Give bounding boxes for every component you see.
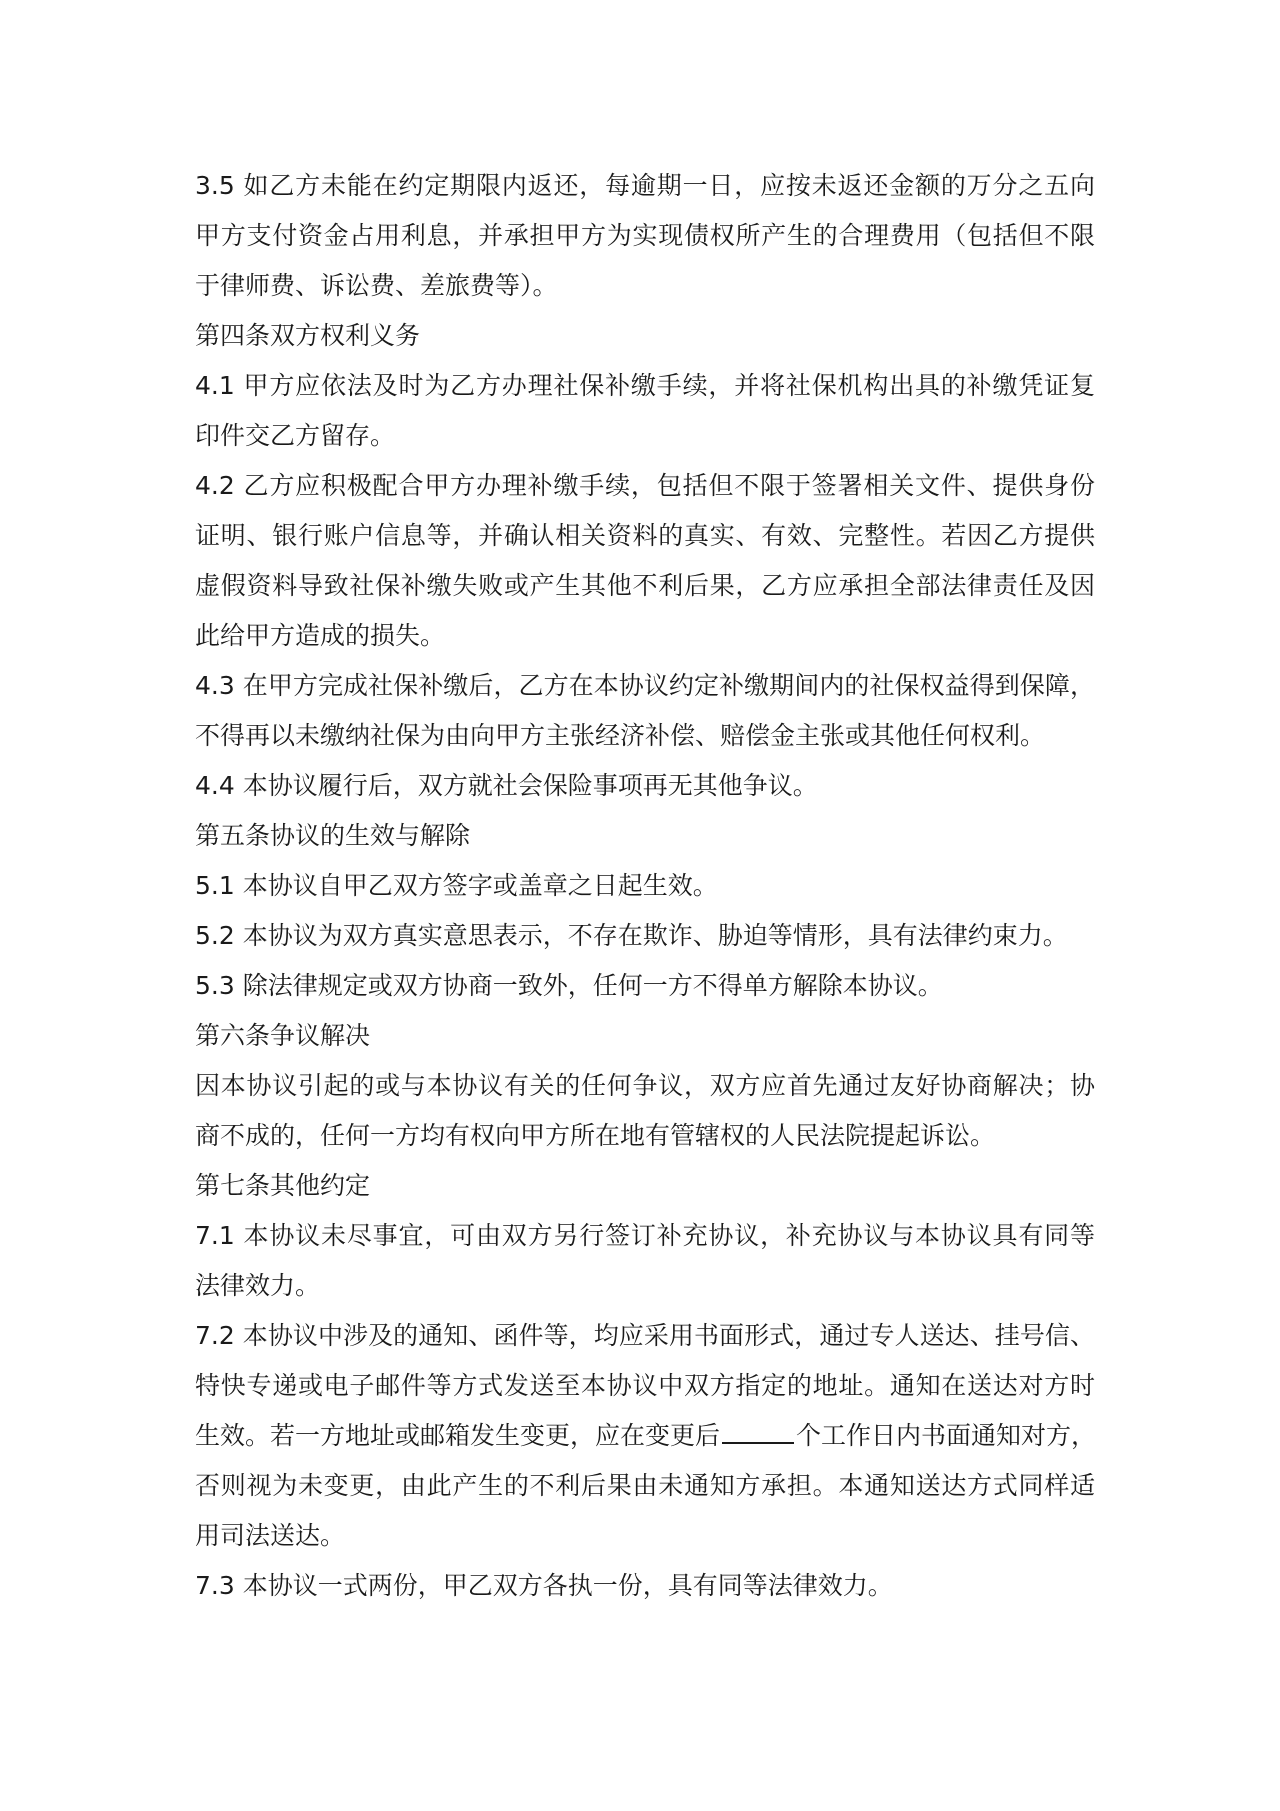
- section-heading: 第五条协议的生效与解除: [195, 821, 471, 850]
- text-line: 虚假资料导致社保补缴失败或产生其他不利后果，乙方应承担全部法律责任及因: [195, 571, 1095, 600]
- text-line: 4.1 甲方应依法及时为乙方办理社保补缴手续，并将社保机构出具的补缴凭证复: [195, 371, 1095, 400]
- text-line: 用司法送达。: [195, 1521, 346, 1550]
- text-line: 甲方支付资金占用利息，并承担甲方为实现债权所产生的合理费用（包括但不限: [195, 221, 1095, 250]
- section-heading: 第四条双方权利义务: [195, 321, 421, 350]
- text-line: 4.3 在甲方完成社保补缴后，乙方在本协议约定补缴期间内的社保权益得到保障，: [195, 671, 1095, 700]
- text-line: 因本协议引起的或与本协议有关的任何争议，双方应首先通过友好协商解决；协: [195, 1071, 1095, 1100]
- text-line: 此给甲方造成的损失。: [195, 621, 446, 650]
- text-line: 5.2 本协议为双方真实意思表示，不存在欺诈、胁迫等情形，具有法律约束力。: [195, 921, 1068, 950]
- fill-in-blank: [722, 1412, 794, 1444]
- text-line: 否则视为未变更，由此产生的不利后果由未通知方承担。本通知送达方式同样适: [195, 1471, 1095, 1500]
- text-line: 4.4 本协议履行后，双方就社会保险事项再无其他争议。: [195, 771, 818, 800]
- text-line: 7.1 本协议未尽事宜，可由双方另行签订补充协议，补充协议与本协议具有同等: [195, 1221, 1095, 1250]
- text-line: 7.2 本协议中涉及的通知、函件等，均应采用书面形式，通过专人送达、挂号信、: [195, 1321, 1095, 1350]
- text-line: 法律效力。: [195, 1271, 321, 1300]
- text-line: 商不成的，任何一方均有权向甲方所在地有管辖权的人民法院提起诉讼。: [195, 1121, 996, 1150]
- text-segment: 生效。若一方地址或邮箱发生变更，应在变更后: [195, 1421, 721, 1450]
- text-line: 4.2 乙方应积极配合甲方办理补缴手续，包括但不限于签署相关文件、提供身份: [195, 471, 1095, 500]
- text-line: 5.3 除法律规定或双方协商一致外，任何一方不得单方解除本协议。: [195, 971, 943, 1000]
- text-line: 不得再以未缴纳社保为由向甲方主张经济补偿、赔偿金主张或其他任何权利。: [195, 721, 1046, 750]
- text-line: 印件交乙方留存。: [195, 421, 396, 450]
- text-line: 于律师费、诉讼费、差旅费等）。: [195, 271, 558, 300]
- text-line: 7.3 本协议一式两份，甲乙双方各执一份，具有同等法律效力。: [195, 1571, 893, 1600]
- section-heading: 第七条其他约定: [195, 1171, 371, 1200]
- section-heading: 第六条争议解决: [195, 1021, 371, 1050]
- text-segment: 个工作日内书面通知对方，: [796, 1421, 1097, 1450]
- text-line: 3.5 如乙方未能在约定期限内返还，每逾期一日，应按未返还金额的万分之五向: [195, 171, 1095, 200]
- text-line: 特快专递或电子邮件等方式发送至本协议中双方指定的地址。通知在送达对方时: [195, 1371, 1095, 1400]
- text-line: 5.1 本协议自甲乙双方签字或盖章之日起生效。: [195, 871, 718, 900]
- document-body: [195, 161, 1095, 1611]
- text-line-with-blank: [195, 1411, 1095, 1461]
- text-line: 证明、银行账户信息等，并确认相关资料的真实、有效、完整性。若因乙方提供: [195, 521, 1095, 550]
